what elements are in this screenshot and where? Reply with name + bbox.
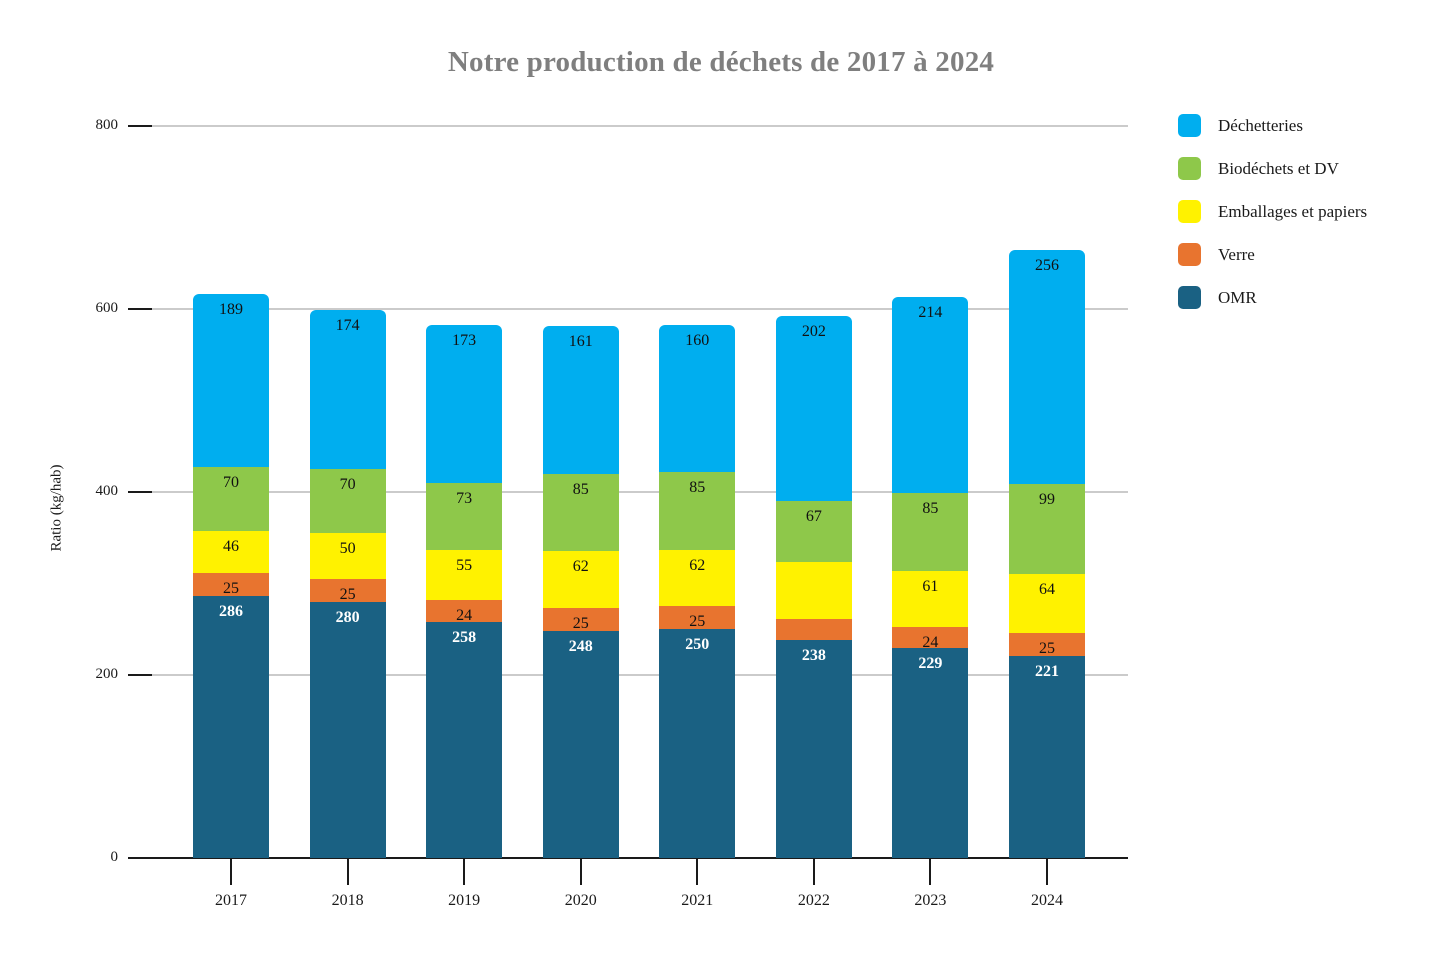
bar-value-label: 46 [223,538,239,556]
y-axis-tick [128,125,152,127]
legend-label: Verre [1218,244,1255,264]
bar-value-label: 25 [1038,639,1055,657]
x-axis-tick [1046,859,1048,885]
x-tick-label: 2019 [448,892,481,909]
bar-value-label: 85 [689,478,706,496]
bar-segment-2019-emballages-et-papiers [426,550,502,600]
y-tick-label: 800 [95,117,118,133]
bar-value-label: 202 [801,323,826,341]
bar-segment-2017-d-chetteries [193,294,269,467]
bar-value-label: 67 [805,508,822,526]
bar-segment-2020-d-chetteries [543,326,619,473]
bar-segment-2021-omr [659,629,735,858]
bar-segment-2021-biod-chets-et-dv [659,472,735,550]
bar-segment-2023-omr [892,648,968,858]
bar-value-label: 174 [335,316,360,334]
legend-swatch-icon [1178,157,1201,180]
bar-segment-2022-biod-chets-et-dv [776,501,852,562]
bar-segment-2018-d-chetteries [310,310,386,469]
gridline-800 [152,125,1128,127]
bar-segment-2023-biod-chets-et-dv [892,493,968,571]
bar-value-label: 248 [568,638,593,656]
bar-segment-2019-d-chetteries [426,325,502,483]
bar-value-label: 62 [572,558,589,576]
bar-segment-2024-omr [1009,656,1085,858]
bar-segment-2021-d-chetteries [659,325,735,471]
bar-segment-2024-emballages-et-papiers [1009,574,1085,633]
bar-segment-2023-emballages-et-papiers [892,571,968,627]
bar-segment-2022-verre [776,619,852,640]
x-axis-tick [347,859,349,885]
bar-value-label: 73 [456,489,473,507]
bar-segment-2018-emballages-et-papiers [310,533,386,579]
bar-segment-2024-d-chetteries [1009,250,1085,484]
bar-value-label: 286 [219,603,243,621]
bar-value-label: 70 [339,476,356,494]
bar-segment-2022-omr [776,640,852,858]
bar-segment-2020-omr [543,631,619,858]
bar-value-label: 214 [918,304,943,322]
bar-segment-2018-biod-chets-et-dv [310,469,386,533]
x-axis-tick [929,859,931,885]
bar-segment-2020-biod-chets-et-dv [543,474,619,552]
y-axis-title: Ratio (kg/hab) [48,464,65,552]
x-axis-tick [463,859,465,885]
y-axis-tick [128,491,152,493]
bar-value-label: 25 [339,585,356,603]
legend-swatch-icon [1178,286,1201,309]
legend-label: Déchetteries [1218,115,1303,135]
legend-swatch-icon [1178,114,1201,137]
bar-value-label: 62 [689,556,706,574]
bar-value-label: 250 [685,636,710,654]
y-tick-label: 600 [95,300,118,316]
bar-value-label: 160 [685,332,710,350]
x-tick-label: 2020 [564,892,597,909]
bar-value-label: 50 [339,540,356,558]
bar-value-label: 25 [572,615,589,633]
bar-segment-2018-omr [310,602,386,858]
gridline-200 [152,674,1128,676]
y-tick-label: 0 [110,849,118,865]
bar-segment-2023-verre [892,627,968,649]
chart-title: Notre production de déchets de 2017 à 2024 [447,46,995,78]
legend-item-verre [1178,243,1367,266]
bar-value-label: 161 [568,333,593,351]
bar-value-label: 61 [922,577,939,595]
legend-item-biod-chets-et-dv [1178,157,1367,180]
bar-value-label: 221 [1034,662,1059,680]
y-axis-tick [128,308,152,310]
x-axis-tick [696,859,698,885]
x-axis-tick [813,859,815,885]
bar-value-label: 64 [1038,581,1055,599]
bar-value-label: 25 [223,580,239,598]
bar-value-label: 189 [219,301,243,319]
bar-segment-2017-biod-chets-et-dv [193,467,269,531]
bar-value-label: 173 [452,331,477,349]
bar-value-label: 238 [801,647,826,665]
legend-item-emballages-et-papiers [1178,200,1367,223]
x-tick-label: 2023 [914,892,947,909]
bar-segment-2020-verre [543,608,619,631]
bar-value-label: 99 [1038,490,1055,508]
bar-value-label: 85 [572,480,589,498]
bar-value-label: 25 [689,613,706,631]
x-axis-tick [580,859,582,885]
bar-segment-2021-emballages-et-papiers [659,550,735,607]
bar-value-label: 24 [922,633,939,651]
legend-label: Biodéchets et DV [1218,158,1339,178]
x-tick-label: 2022 [797,892,830,909]
y-tick-label: 200 [95,666,118,682]
gridline-400 [152,491,1128,493]
bar-segment-2024-biod-chets-et-dv [1009,484,1085,575]
x-tick-label: 2024 [1030,892,1063,909]
y-axis-tick [128,674,152,676]
bar-segment-2019-omr [426,622,502,858]
bar-value-label: 258 [452,628,477,646]
bar-segment-2018-verre [310,579,386,602]
bar-value-label: 24 [456,606,473,624]
y-tick-label: 400 [95,483,118,499]
bar-segment-2020-emballages-et-papiers [543,551,619,608]
legend [1178,114,1367,329]
bar-segment-2017-emballages-et-papiers [193,531,269,573]
bar-value-label: 70 [223,474,239,492]
legend-label: Emballages et papiers [1218,201,1368,221]
bar-value-label: 55 [456,556,473,574]
bar-segment-2022-emballages-et-papiers [776,562,852,619]
legend-swatch-icon [1178,200,1201,223]
bar-segment-2019-biod-chets-et-dv [426,483,502,550]
bar-segment-2022-d-chetteries [776,316,852,501]
bar-segment-2017-verre [193,573,269,596]
legend-label: OMR [1218,287,1257,307]
bar-value-label: 256 [1034,256,1059,274]
legend-swatch-icon [1178,243,1201,266]
bar-value-label: 280 [335,608,360,626]
x-axis-tick [230,859,232,885]
bar-segment-2024-verre [1009,633,1085,656]
x-tick-label: 2017 [215,892,247,909]
x-tick-label: 2021 [681,892,714,909]
gridline-600 [152,308,1128,310]
x-axis-line [128,857,1128,859]
bar-segment-2021-verre [659,606,735,629]
bar-segment-2019-verre [426,600,502,622]
bar-segment-2023-d-chetteries [892,297,968,493]
bar-segment-2017-omr [193,596,269,858]
legend-item-d-chetteries [1178,114,1367,137]
bar-value-label: 229 [918,655,943,673]
bar-value-label: 85 [922,499,939,517]
legend-item-omr [1178,286,1367,309]
x-tick-label: 2018 [331,892,364,909]
plot-area [95,117,1128,909]
